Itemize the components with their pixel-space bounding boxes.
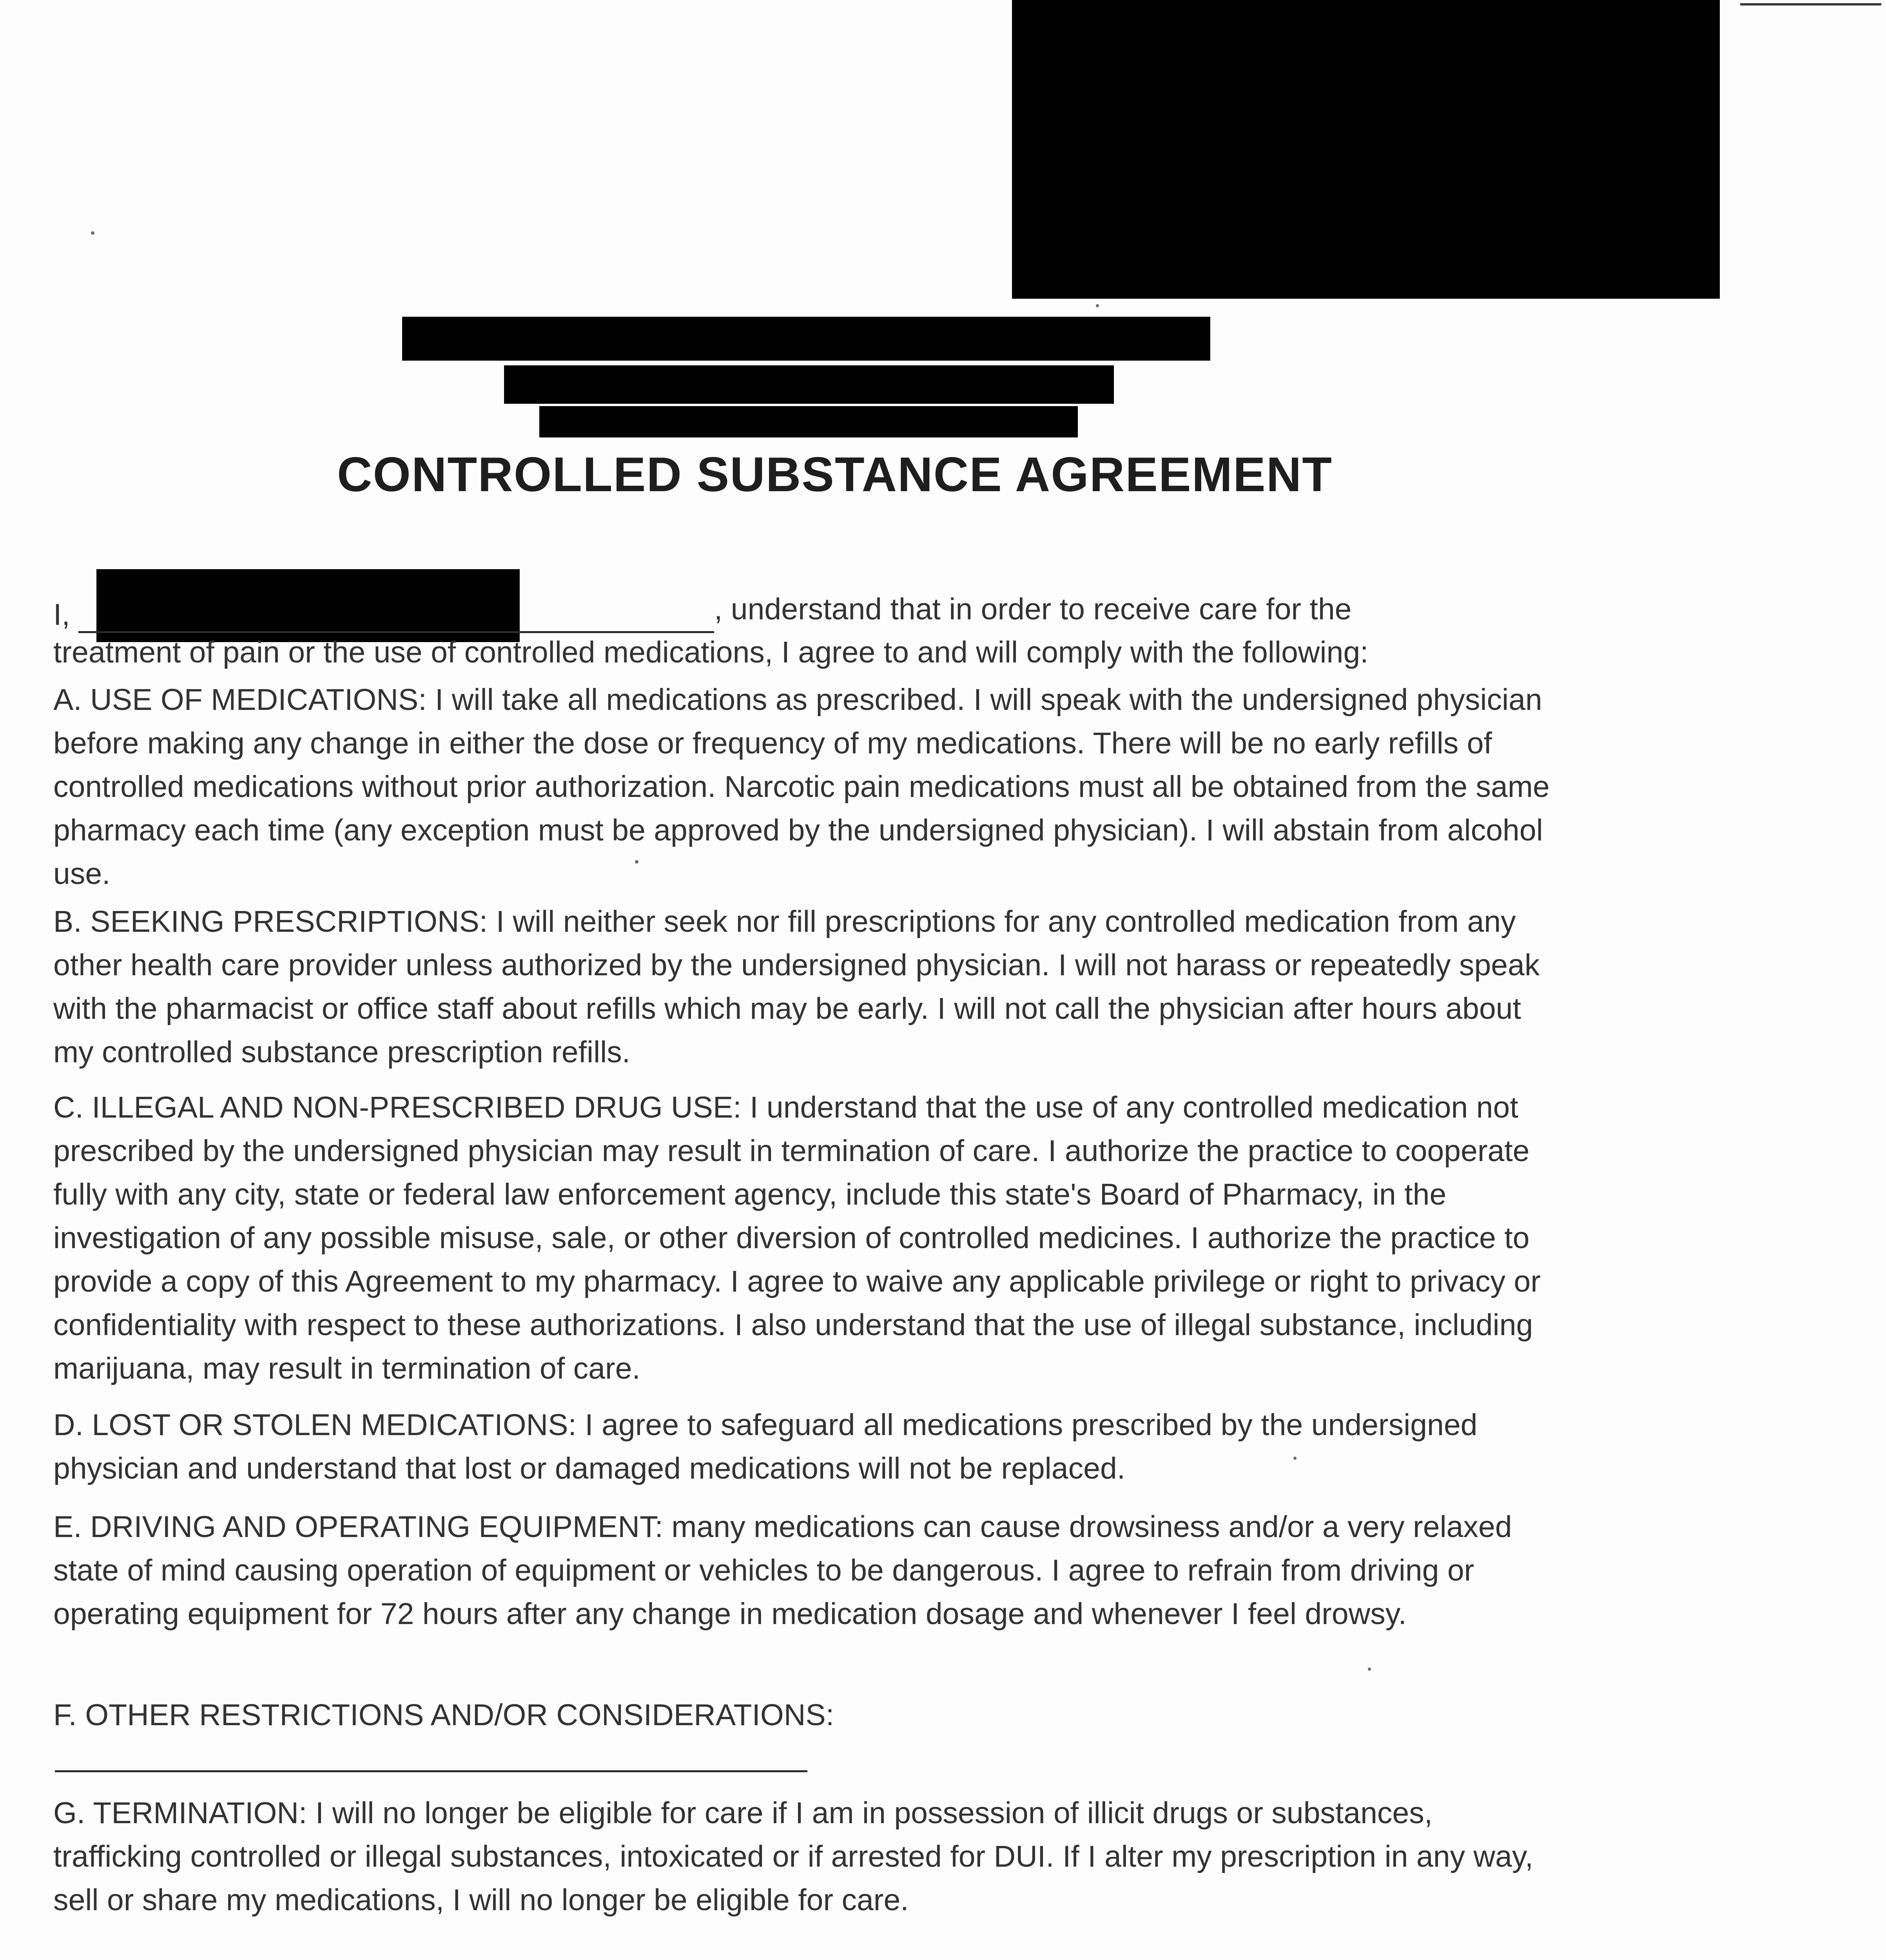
section-heading: G. TERMINATION: [53, 1796, 307, 1830]
section-heading: A. USE OF MEDICATIONS: [53, 683, 427, 717]
scan-edge-mark [1740, 3, 1881, 5]
section-illegal-drug-use [53, 1086, 1551, 1390]
section-heading: F. OTHER RESTRICTIONS AND/OR CONSIDERATIONS: [53, 1698, 834, 1732]
section-heading: E. DRIVING AND OPERATING EQUIPMENT: [53, 1510, 663, 1544]
section-heading: B. SEEKING PRESCRIPTIONS: [53, 905, 488, 938]
intro-name-prefix: I, [53, 598, 70, 632]
acknowledgement-statement [53, 1958, 1558, 1960]
section-lost-or-stolen-medications [53, 1403, 1551, 1490]
section-other-restrictions [53, 1693, 1551, 1737]
section-body: I understand that the use of any controlled medication not prescribed by the undersigned physician may result in termination of care. I authorize the practice to cooperate fully with any city, state or federal law enforcement agency, include this state's Board of Pharmacy, in the investigation of any possible misuse, sale, or other diversion of controlled medicines. I authorize the practice to provide a copy of this Agreement to my pharmacy. I agree to waive any applicable privilege or right to privacy or confidentiality with respect to these authorizations. I also understand that the use of illegal substance, including marijuana, may result in termination of care. [53, 1091, 1541, 1385]
redaction-block-header-1 [402, 317, 1210, 361]
redaction-block-header-2 [504, 365, 1114, 404]
redaction-block-header-3 [539, 406, 1078, 437]
section-body: I will neither seek nor fill prescriptions for any controlled medication from any other health care provider unless authorized by the undersigned physician. I will not harass or repeatedly speak with the pharmacist or office staff about refills which may be early. I will not call the physician after hours about my controlled substance prescription refills. [53, 905, 1540, 1069]
section-body: I agree to safeguard all medications prescribed by the undersigned physician and understand that lost or damaged medications will not be replaced. [53, 1408, 1478, 1485]
intro-statement: , understand that in order to receive care for the [714, 592, 1352, 626]
section-heading: D. LOST OR STOLEN MEDICATIONS: [53, 1408, 577, 1442]
section-termination [53, 1791, 1551, 1922]
restrictions-blank-line [55, 1770, 807, 1772]
section-body: I will take all medications as prescribed. I will speak with the undersigned physician before making any change in either the dose or frequency of my medications. There will be no early refills of controlled medications without prior authorization. Narcotic pain medications must all be obtained from the same pharmacy each time (any exception must be approved by the undersigned physician). I will abstain from alcohol use. [53, 683, 1550, 891]
scan-speck [1096, 304, 1099, 307]
section-seeking-prescriptions [53, 900, 1551, 1074]
page-title: CONTROLLED SUBSTANCE AGREEMENT [337, 448, 1333, 502]
redaction-block-top-right [1012, 0, 1720, 299]
intro-statement-line-2: treatment of pain or the use of controlled medications, I agree to and will comply with the following: [53, 635, 1369, 669]
section-body: I will no longer be eligible for care if I am in possession of illicit drugs or substances, trafficking controlled or illegal substances, intoxicated or if arrested for DUI. If I alter my prescription in any way, sell or share my medications, I will no longer be eligible for care. [53, 1796, 1534, 1917]
scan-speck [1368, 1668, 1371, 1671]
section-driving-and-equipment [53, 1505, 1551, 1636]
section-heading: C. ILLEGAL AND NON-PRESCRIBED DRUG USE: [53, 1091, 742, 1124]
scan-speck [91, 231, 94, 235]
section-use-of-medications [53, 678, 1551, 896]
section-body: many medications can cause drowsiness and/or a very relaxed state of mind causing operation of equipment or vehicles to be dangerous. I agree to refrain from driving or operating equipment for 72 hours after any change in medication dosage and whenever I feel drowsy. [53, 1510, 1512, 1631]
name-blank-line [78, 631, 714, 633]
